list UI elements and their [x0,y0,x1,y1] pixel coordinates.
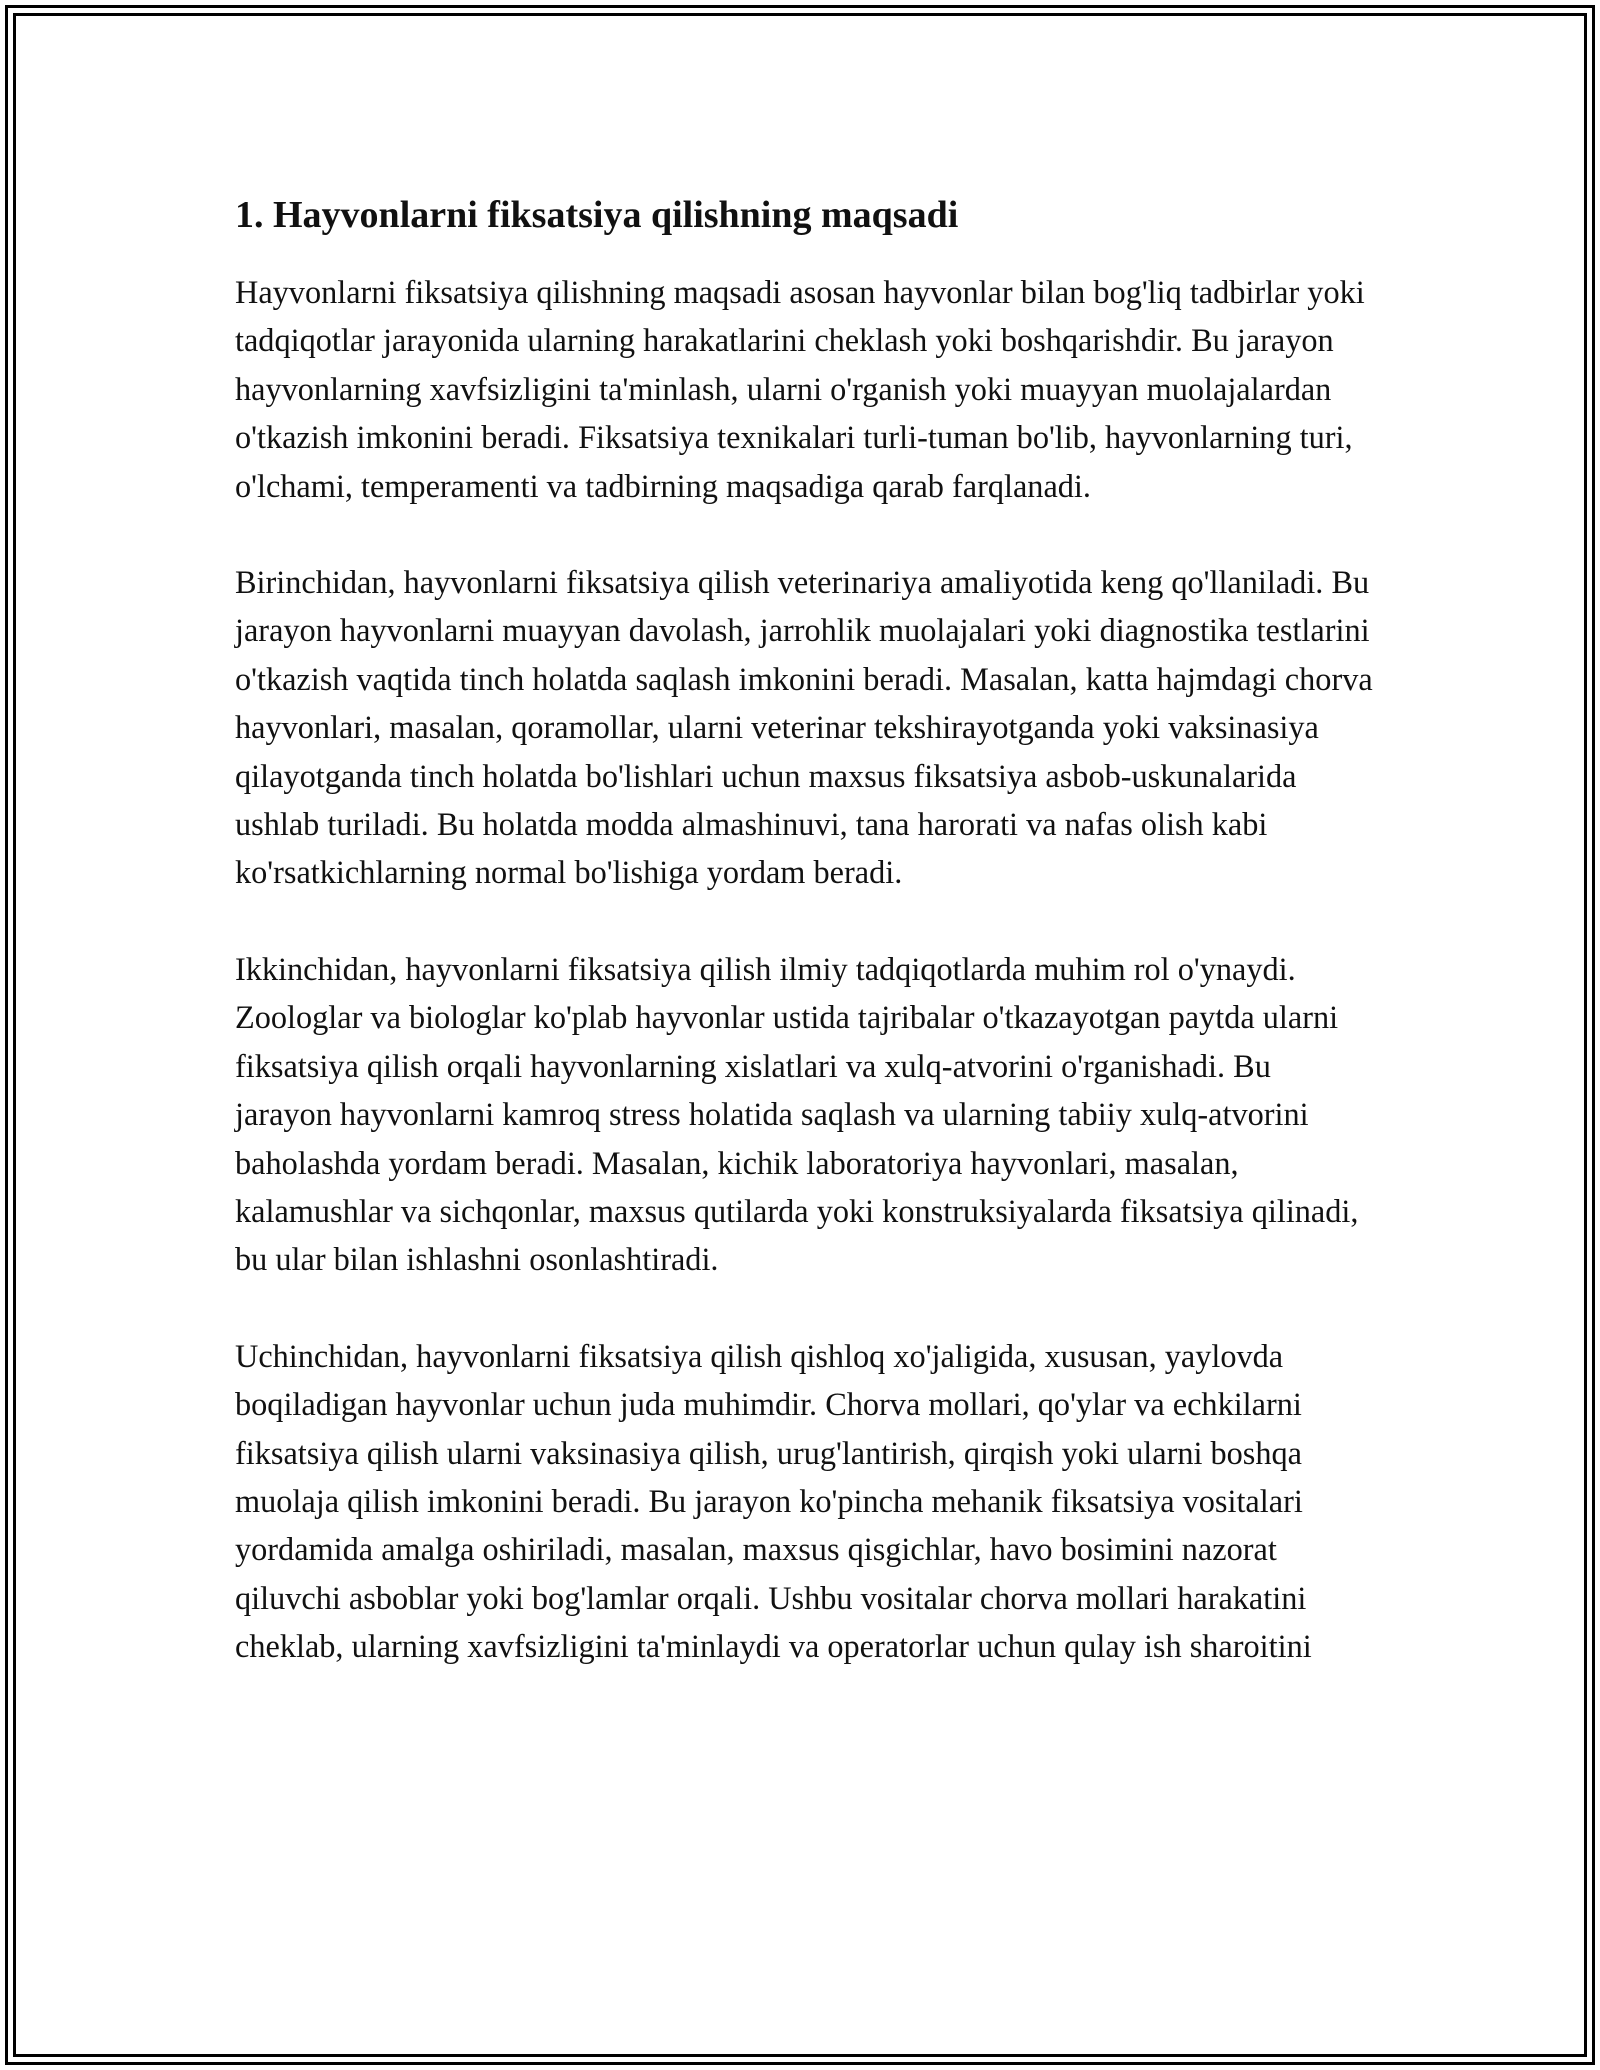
paragraph-agriculture: Uchinchidan, hayvonlarni fiksatsiya qilish qishloq xo'jaligida, xususan, yaylovda boqiladigan hayvonlar uchun juda muhimdir. Chorva mollari, qo'ylar va echkilarni fiksatsiya qilish ularni vaksinasiya qilish, urug'lantirish, qirqish yoki ularni boshqa muolaja qilish imkonini beradi. Bu jarayon ko'pincha mehanik fiksatsiya vositalari yordamida amalga oshiriladi, masalan, maxsus qisgichlar, havo bosimini nazorat qiluvchi asboblar yoki bog'lamlar orqali. Ushbu vositalar chorva mollari harakatini cheklab, ularning xavfsizligini ta'minlaydi va operatorlar uchun qulay ish sharoitini [235,1337,1312,1665]
paragraph-research: Ikkinchidan, hayvonlarni fiksatsiya qilish ilmiy tadqiqotlarda muhim rol o'ynaydi. Zoologlar va biologlar ko'plab hayvonlar ustida tajribalar o'tkazayotgan paytda ularni fiksatsiya qilish orqali hayvonlarning xislatlari va xulq-atvorini o'rganishadi. Bu jarayon hayvonlarni kamroq stress holatida saqlash va ularning tabiiy xulq-atvorini baholashda yordam beradi. Masalan, kichik laboratoriya hayvonlari, masalan, kalamushlar va sichqonlar, maxsus qutilarda yoki konstruksiyalarda fiksatsiya qilinadi, bu ular bilan ishlashni osonlashtiradi. [235,950,1359,1278]
paragraph-veterinary: Birinchidan, hayvonlarni fiksatsiya qilish veterinariya amaliyotida keng qo'llaniladi. Bu jarayon hayvonlarni muayyan davolash, jarrohlik muolajalari yoki diagnostika testlarini o'tkazish vaqtida tinch holatda saqlash imkonini beradi. Masalan, katta hajmdagi chorva hayvonlari, masalan, qoramollar, ularni veterinar tekshirayotganda yoki vaksinasiya qilayotganda tinch holatda bo'lishlari uchun maxsus fiksatsiya asbob-uskunalarida ushlab turiladi. Bu holatda modda almashinuvi, tana harorati va nafas olish kabi ko'rsatkichlarning normal bo'lishiga yordam beradi. [235,564,1373,891]
paragraph-intro: Hayvonlarni fiksatsiya qilishning maqsadi asosan hayvonlar bilan bog'liq tadbirlar yoki tadqiqotlar jarayonida ularning harakatlarini cheklash yoki boshqarishdir. Bu jarayon hayvonlarning xavfsizligini ta'minlash, ularni o'rganish yoki muayyan muolajalardan o'tkazish imkonini beradi. Fiksatsiya texnikalari turli-tuman bo'lib, hayvonlarning turi, o'lchami, temperamenti va tadbirning maqsadiga qarab farqlanadi. [235,274,1365,504]
document-body [235,188,1375,1719]
section-heading: 1. Hayvonlarni fiksatsiya qilishning maqsadi [235,194,959,236]
